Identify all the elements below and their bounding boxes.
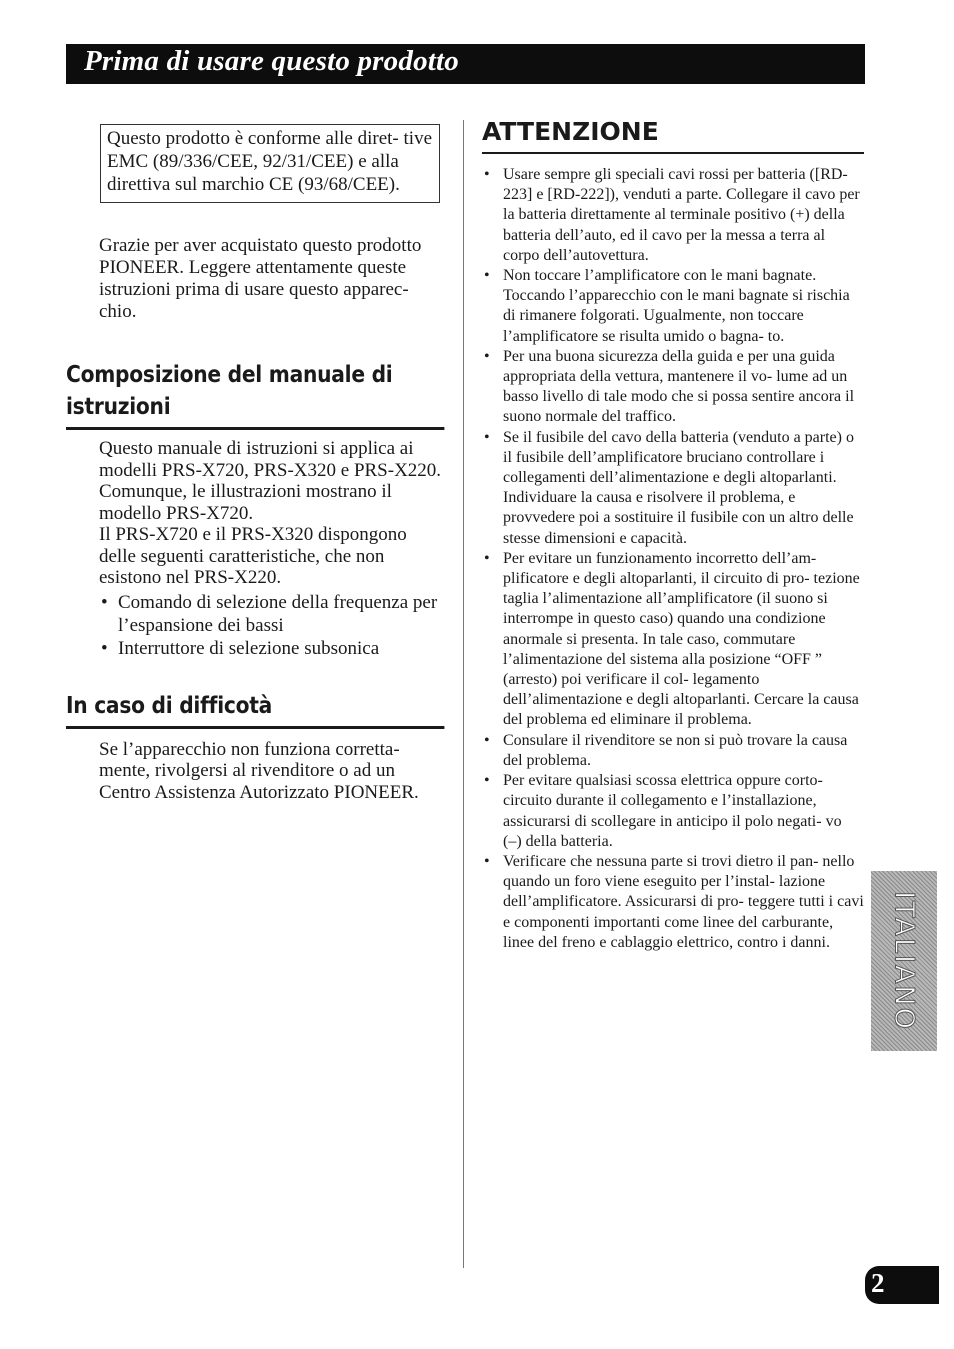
- difficulty-text: [99, 739, 448, 804]
- attention-item: • Non toccare l’amplificatore con le mani bagnate. Toccando l’apparecchio con le mani bagnate si rischia di rimanere folgorati. Ugualmente, non toccare l’amplificatore se risulta umido o bagna- to.: [482, 266, 864, 347]
- difficulty-heading: In caso di difficotà: [66, 690, 444, 729]
- attention-heading: ATTENZIONE: [482, 113, 864, 154]
- feature-item: • Comando di selezione della frequenza per l’espansione dei bassi: [99, 591, 448, 637]
- attention-item: • Se il fusibile del cavo della batteria (venduto a parte) o il fusibile dell’amplificatore bruciano controllare i collegamenti dell’alimentazione e degli altoparlanti. Individuare la causa e risolvere il problema, e provvedere poi a sostituire il fusibile con un altro delle stesse dimensioni e capacità.: [482, 428, 864, 549]
- language-tab: [871, 871, 937, 1051]
- composition-paragraph-2: Il PRS-X720 e il PRS-X320 dispongono delle seguenti caratteristiche, che non esistono nel PRS-X220.: [99, 524, 407, 588]
- difficulty-paragraph: Se l’apparecchio non funziona corretta- mente, rivolgersi al rivenditore o ad un Centro Assistenza Autorizzato PIONEER.: [99, 738, 419, 803]
- attention-item: • Per evitare qualsiasi scossa elettrica oppure corto- circuito durante il collegamento e l’installazione, assicurarsi di scollegare in anticipo il polo negati- vo (–) della batteria.: [482, 771, 864, 852]
- left-column: [66, 124, 448, 803]
- ce-notice-box: Questo prodotto è conforme alle diret- tive EMC (89/336/CEE, 92/31/CEE) e alla direttiva sul marchio CE (93/68/CEE).: [100, 124, 440, 203]
- language-tab-label: ITALIANO: [888, 891, 920, 1031]
- page-title-bar: [66, 44, 865, 84]
- intro-paragraph: Grazie per aver acquistato questo prodotto PIONEER. Leggere attentamente queste istruzioni prima di usare questo apparec- chio.: [99, 235, 422, 322]
- feature-item: • Interruttore di selezione subsonica: [99, 637, 448, 660]
- attention-item: • Per evitare un funzionamento incorretto dell’am- plificatore e degli altoparlanti, il circuito di pro- tezione taglia l’alimentazione all’amplificatore (il suono si interrompe in questo caso) quando una condizione anormale si presenta. In tale caso, commutare l’alimentazione del sistema alla posizione “OFF ” (arresto) poi verificare il col- legamento dell’alimentazione e degli altoparlanti. Cercare la causa del problema ed eliminare il problema.: [482, 549, 864, 731]
- attention-item: • Consulare il rivenditore se non si può trovare la causa del problema.: [482, 731, 864, 771]
- attention-list: [482, 165, 864, 953]
- composition-text: [99, 438, 448, 660]
- attention-item: • Per una buona sicurezza della guida e per una guida appropriata della vettura, mantenere il vo- lume ad un basso livello di tale modo che si possa sentire ancora il suono normale del traffico.: [482, 347, 864, 428]
- right-column: [482, 113, 864, 953]
- composition-heading: Composizione del manuale di istruzioni: [66, 359, 444, 430]
- attention-item: • Usare sempre gli speciali cavi rossi per batteria ([RD-223] e [RD-222]), venduti a parte. Collegare il cavo per la batteria direttamente al terminale positivo (+) della batteria dell’auto, ed il cavo per la messa a terra al corpo dell’autovettura.: [482, 165, 864, 266]
- column-divider: [463, 120, 464, 1268]
- composition-paragraph-1: Questo manuale di istruzioni si applica ai modelli PRS-X720, PRS-X320 e PRS-X220. Comunque, le illustrazioni mostrano il modello PRS-X720.: [99, 438, 442, 524]
- page-title: Prima di usare questo prodotto: [84, 45, 459, 77]
- page-number: 2: [871, 1268, 885, 1298]
- feature-list: [99, 591, 448, 660]
- page-number-tab: [865, 1266, 939, 1304]
- attention-item: • Verificare che nessuna parte si trovi dietro il pan- nello quando un foro viene eseguito per l’instal- lazione dell’amplificatore. Assicurarsi di pro- teggere tutti i cavi e componenti importanti come linee del carburante, linee del freno e cablaggio elettrico, contro i danni.: [482, 852, 864, 953]
